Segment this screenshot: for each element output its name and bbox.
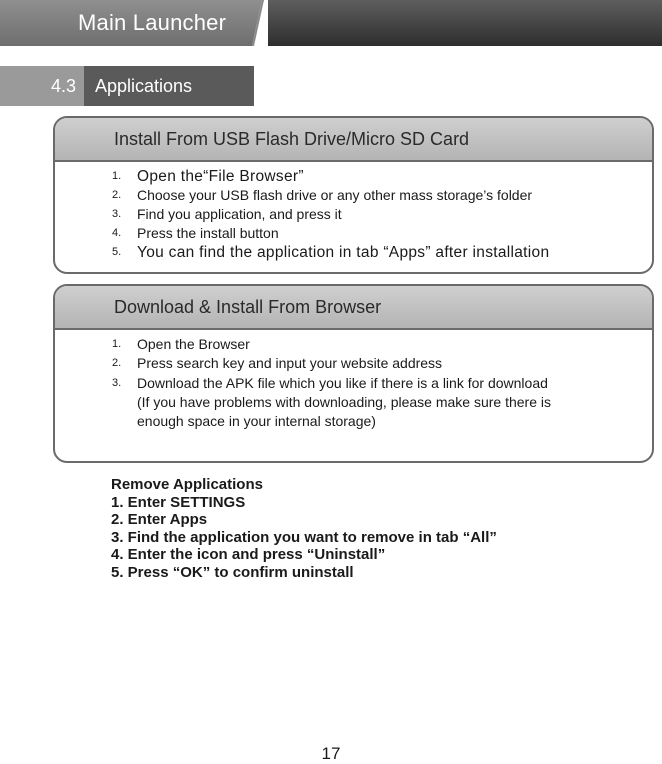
- page-header: [0, 0, 662, 46]
- step-note: enough space in your internal storage): [137, 413, 376, 429]
- browser-panel-title: Download & Install From Browser: [55, 286, 652, 330]
- step-text: Download the APK file which you like if there is a link for download: [137, 375, 548, 391]
- step-number: 2.: [112, 189, 122, 201]
- step-text: You can find the application in tab “Apps” after installation: [137, 244, 550, 261]
- step-text: Open the Browser: [137, 336, 250, 352]
- remove-step: 5. Press “OK” to confirm uninstall: [111, 563, 354, 581]
- step-number: 4.: [112, 227, 122, 239]
- usb-panel-title: Install From USB Flash Drive/Micro SD Card: [55, 118, 652, 162]
- remove-applications-section: [111, 476, 497, 581]
- step-text: Press search key and input your website address: [137, 355, 443, 371]
- header-title: Main Launcher: [78, 10, 227, 35]
- step-text: Press the install button: [137, 225, 279, 241]
- step-number: 1.: [112, 170, 122, 182]
- step-number: 5.: [112, 246, 122, 258]
- browser-install-panel: [53, 284, 654, 463]
- remove-title: Remove Applications: [111, 476, 263, 493]
- remove-step: 4. Enter the icon and press “Uninstall”: [111, 546, 386, 563]
- step-number: 2.: [112, 357, 122, 369]
- step-number: 3.: [112, 208, 122, 220]
- remove-step: 3. Find the application you want to remove in tab “All”: [111, 528, 497, 546]
- step-text: Open the“File Browser”: [137, 168, 304, 185]
- step-number: 1.: [112, 338, 122, 350]
- remove-step: 1. Enter SETTINGS: [111, 493, 246, 511]
- header-dark-band: [268, 0, 662, 46]
- section-number: 4.3: [0, 66, 84, 106]
- usb-install-panel: [53, 116, 654, 274]
- step-number: 3.: [112, 377, 122, 389]
- section-heading: [0, 66, 254, 106]
- step-text: Choose your USB flash drive or any other mass storage’s folder: [137, 187, 533, 203]
- section-title: Applications: [84, 66, 254, 106]
- remove-step: 2. Enter Apps: [111, 511, 208, 528]
- step-text: Find you application, and press it: [137, 206, 342, 222]
- page-number: 17: [321, 744, 341, 763]
- step-note: (If you have problems with downloading, please make sure there is: [137, 394, 551, 410]
